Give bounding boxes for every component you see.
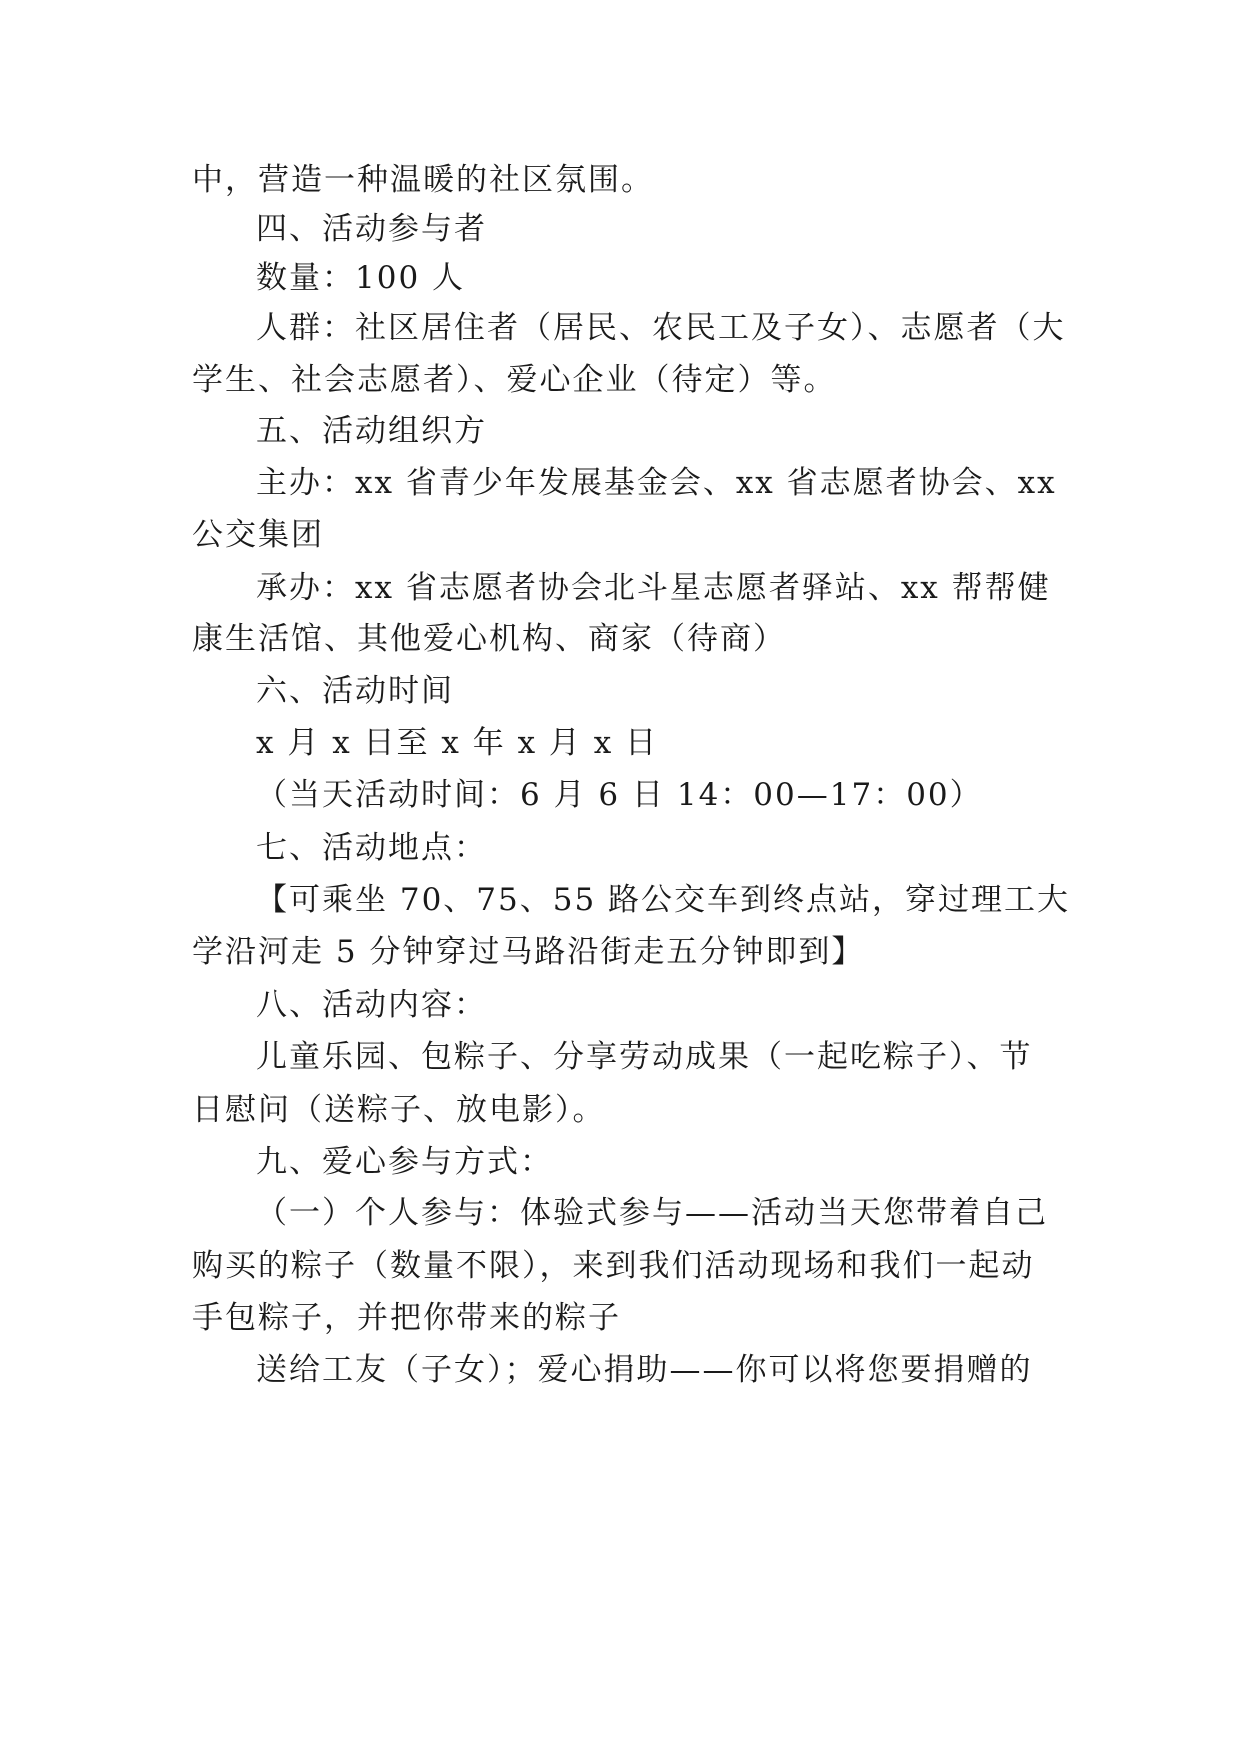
paragraph-line: x 月 x 日至 x 年 x 月 x 日 [256, 725, 659, 761]
section-heading: 八、活动内容： [256, 987, 487, 1023]
paragraph-line: （当天活动时间：6 月 6 日 14：00—17：00） [256, 777, 983, 813]
paragraph-line: 中，营造一种温暖的社区氛围。 [192, 162, 654, 198]
paragraph-line: 学沿河走 5 分钟穿过马路沿街走五分钟即到】 [192, 934, 865, 970]
paragraph-line: 【可乘坐 70、75、55 路公交车到终点站，穿过理工大 [256, 882, 1071, 918]
paragraph-line: 康生活馆、其他爱心机构、商家（待商） [192, 621, 786, 657]
paragraph-line: 数量：100 人 [256, 260, 466, 296]
paragraph-line: 承办：xx 省志愿者协会北斗星志愿者驿站、xx 帮帮健 [256, 570, 1051, 606]
section-heading: 五、活动组织方 [256, 413, 487, 449]
section-heading: 九、爱心参与方式： [256, 1144, 553, 1180]
section-heading: 四、活动参与者 [256, 211, 487, 247]
paragraph-line: 送给工友（子女）；爱心捐助——你可以将您要捐赠的 [256, 1352, 1033, 1388]
paragraph-line: 日慰问（送粽子、放电影）。 [192, 1092, 606, 1128]
paragraph-line: 公交集团 [192, 517, 324, 553]
paragraph-line: （一）个人参与：体验式参与——活动当天您带着自己 [256, 1195, 1048, 1231]
paragraph-line: 主办：xx 省青少年发展基金会、xx 省志愿者协会、xx [256, 465, 1057, 501]
paragraph-line: 手包粽子，并把你带来的粽子 [192, 1300, 621, 1336]
paragraph-line: 购买的粽子（数量不限），来到我们活动现场和我们一起动 [192, 1248, 1035, 1284]
section-heading: 六、活动时间 [256, 673, 454, 709]
section-heading: 七、活动地点： [256, 830, 487, 866]
paragraph-line: 儿童乐园、包粽子、分享劳动成果（一起吃粽子）、节 [256, 1039, 1033, 1075]
paragraph-line: 学生、社会志愿者）、爱心企业（待定）等。 [192, 362, 837, 398]
paragraph-line: 人群：社区居住者（居民、农民工及子女）、志愿者（大 [256, 310, 1066, 346]
